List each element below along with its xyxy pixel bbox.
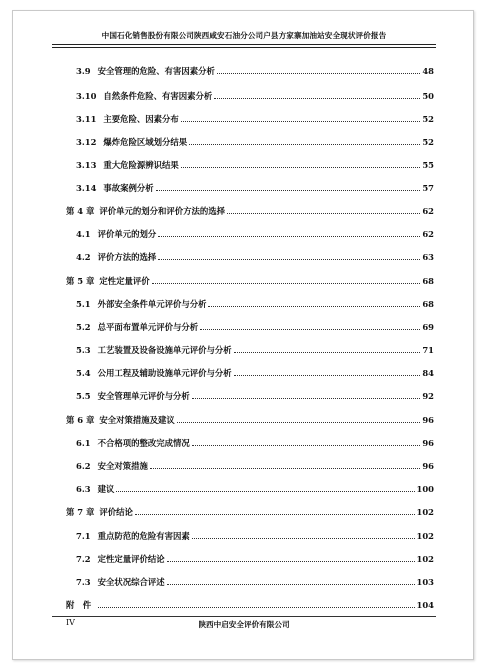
toc-entry[interactable] xyxy=(66,202,434,216)
toc-entry-page: 102 xyxy=(416,507,434,517)
toc-entry-title: 安全状况综合评述 xyxy=(97,576,165,587)
toc-entry[interactable] xyxy=(66,272,434,286)
toc-entry-number: 5.5 xyxy=(76,391,91,401)
toc-entry-number: 5.1 xyxy=(76,298,91,309)
toc-entry-title: 自然条件危险、有害因素分析 xyxy=(103,90,213,101)
toc-leader-dots xyxy=(135,513,415,515)
toc-entry-number: 第 6 章 xyxy=(66,414,95,425)
toc-entry[interactable] xyxy=(66,503,434,517)
toc-entry-number: 附 件 xyxy=(66,600,92,610)
toc-entry-page: 62 xyxy=(422,229,434,239)
toc-entry-page: 102 xyxy=(416,530,434,541)
toc-entry-title: 评价方法的选择 xyxy=(97,252,157,262)
toc-entry[interactable] xyxy=(66,527,434,541)
page-header: 中国石化销售股份有限公司陕西咸安石油分公司户县方家寨加油站安全现状评价报告 xyxy=(101,31,387,40)
toc-leader-dots xyxy=(189,143,420,145)
toc-entry-page: 71 xyxy=(422,345,434,355)
toc-entry-title: 建议 xyxy=(97,484,115,494)
toc-entry-title: 重大危险源辨识结果 xyxy=(103,159,179,170)
toc-entry-number: 6.1 xyxy=(76,437,91,448)
toc-entry-page: 68 xyxy=(422,275,434,286)
toc-leader-dots xyxy=(181,120,421,122)
toc-entry-page: 102 xyxy=(416,553,434,564)
toc-entry-title: 评价单元的划分 xyxy=(97,229,157,239)
toc-entry-page: 69 xyxy=(422,322,434,332)
toc-entry-number: 3.9 xyxy=(76,66,91,76)
toc-entry[interactable] xyxy=(66,295,434,309)
toc-entry-number: 第 7 章 xyxy=(66,507,95,517)
toc-leader-dots xyxy=(158,258,420,260)
toc-entry-number: 3.11 xyxy=(76,113,97,124)
toc-entry-title: 定性定量评价结论 xyxy=(97,553,165,564)
toc-entry[interactable] xyxy=(66,318,434,332)
toc-entry-page: 62 xyxy=(422,206,434,216)
toc-leader-dots xyxy=(167,560,415,562)
toc-entry-number: 5.2 xyxy=(76,322,91,332)
toc-entry-title: 总平面布置单元评价与分析 xyxy=(97,322,199,332)
toc-entry[interactable] xyxy=(66,411,434,425)
toc-entry-page: 52 xyxy=(422,136,434,147)
toc-entry-page: 68 xyxy=(422,298,434,309)
toc-entry-page: 48 xyxy=(422,66,434,76)
toc-entry-title: 安全对策措施 xyxy=(97,460,148,471)
toc-entry-page: 96 xyxy=(422,437,434,448)
footer-rule xyxy=(52,616,436,617)
toc-entry-title: 安全对策措施及建议 xyxy=(99,414,175,425)
toc-entry-title: 事故案例分析 xyxy=(103,182,154,193)
toc-entry[interactable] xyxy=(66,179,434,193)
toc-entry-number: 3.14 xyxy=(76,182,97,193)
toc-entry-number: 7.1 xyxy=(76,530,91,541)
toc-entry-number: 7.2 xyxy=(76,553,91,564)
toc-entry-number: 第 5 章 xyxy=(66,275,95,286)
toc-leader-dots xyxy=(158,235,420,237)
toc-entry-title: 评价结论 xyxy=(99,507,133,517)
toc-entry-page: 96 xyxy=(422,414,434,425)
toc-entry[interactable] xyxy=(66,156,434,170)
footer-company: 陕西中启安全评价有限公司 xyxy=(198,620,290,629)
toc-entry-number: 4.2 xyxy=(76,252,91,262)
toc-entry-title: 工艺装置及设备设施单元评价与分析 xyxy=(97,345,232,355)
toc-entry-number: 5.3 xyxy=(76,345,91,355)
toc-entry[interactable] xyxy=(66,434,434,448)
toc-leader-dots xyxy=(192,397,421,399)
toc-entry[interactable] xyxy=(66,62,434,76)
toc-leader-dots xyxy=(234,374,421,376)
toc-entry-number: 6.3 xyxy=(76,484,91,494)
toc-entry-title: 主要危险、因素分布 xyxy=(103,113,179,124)
toc-entry[interactable] xyxy=(66,225,434,239)
toc-entry-title: 公用工程及辅助设施单元评价与分析 xyxy=(97,368,232,378)
toc-entry[interactable] xyxy=(66,364,434,378)
toc-leader-dots xyxy=(200,328,420,330)
toc-entry-page: 103 xyxy=(416,576,434,587)
toc-entry-page: 104 xyxy=(416,600,434,610)
toc-entry[interactable] xyxy=(66,387,434,401)
toc-entry-title: 评价单元的划分和评价方法的选择 xyxy=(99,206,226,216)
toc-entry-title: 外部安全条件单元评价与分析 xyxy=(97,298,207,309)
toc-leader-dots xyxy=(217,72,421,74)
toc-leader-dots xyxy=(208,305,420,307)
toc-entry-title: 重点防范的危险有害因素 xyxy=(97,530,190,541)
toc-leader-dots xyxy=(150,467,421,469)
toc-entry-page: 96 xyxy=(422,460,434,471)
toc-entry[interactable] xyxy=(66,550,434,564)
toc-leader-dots xyxy=(192,444,421,446)
toc-entry-page: 57 xyxy=(422,182,434,193)
toc-leader-dots xyxy=(167,583,415,585)
toc-entry-number: 第 4 章 xyxy=(66,206,95,216)
toc-entry[interactable] xyxy=(66,341,434,355)
toc-entry-page: 55 xyxy=(422,159,434,170)
toc-entry-page: 84 xyxy=(422,368,434,378)
toc-leader-dots xyxy=(234,351,421,353)
header-rule xyxy=(52,44,436,45)
toc-entry-title: 定性定量评价 xyxy=(99,275,150,286)
toc-entry[interactable] xyxy=(66,110,434,124)
toc-entry-number: 4.1 xyxy=(76,229,91,239)
toc-entry-page: 50 xyxy=(422,90,434,101)
toc-entry-page: 52 xyxy=(422,113,434,124)
toc-entry[interactable] xyxy=(66,573,434,587)
header-rule-thin xyxy=(52,47,436,48)
toc-entry-page: 100 xyxy=(416,484,434,494)
toc-entry-number: 3.13 xyxy=(76,159,97,170)
toc-entry-number: 5.4 xyxy=(76,368,91,378)
toc-entry-title: 安全管理的危险、有害因素分析 xyxy=(97,66,215,76)
toc-leader-dots xyxy=(152,282,421,284)
toc-leader-dots xyxy=(214,97,420,99)
toc-leader-dots xyxy=(227,212,420,214)
toc-leader-dots xyxy=(116,490,414,492)
toc-entry-title: 爆炸危险区域划分结果 xyxy=(103,136,188,147)
toc-entry-title: 不合格项的整改完成情况 xyxy=(97,437,190,448)
toc-entry[interactable] xyxy=(66,248,434,262)
toc-leader-dots xyxy=(156,189,421,191)
toc-entry-number: 3.12 xyxy=(76,136,97,147)
toc-entry-title: 安全管理单元评价与分析 xyxy=(97,391,190,401)
page-number: IV xyxy=(66,618,75,627)
toc-entry-number: 7.3 xyxy=(76,576,91,587)
toc-entry-page: 63 xyxy=(422,252,434,262)
toc-leader-dots xyxy=(181,166,421,168)
toc-leader-dots xyxy=(98,606,414,608)
toc-entry-number: 3.10 xyxy=(76,90,97,101)
toc-leader-dots xyxy=(192,537,415,539)
toc-entry[interactable] xyxy=(66,480,434,494)
toc-entry[interactable] xyxy=(66,87,434,101)
toc-entry[interactable] xyxy=(66,133,434,147)
toc-entry-page: 92 xyxy=(422,391,434,401)
toc-leader-dots xyxy=(177,421,421,423)
toc-entry[interactable] xyxy=(66,596,434,610)
toc-entry-number: 6.2 xyxy=(76,460,91,471)
toc-entry[interactable] xyxy=(66,457,434,471)
